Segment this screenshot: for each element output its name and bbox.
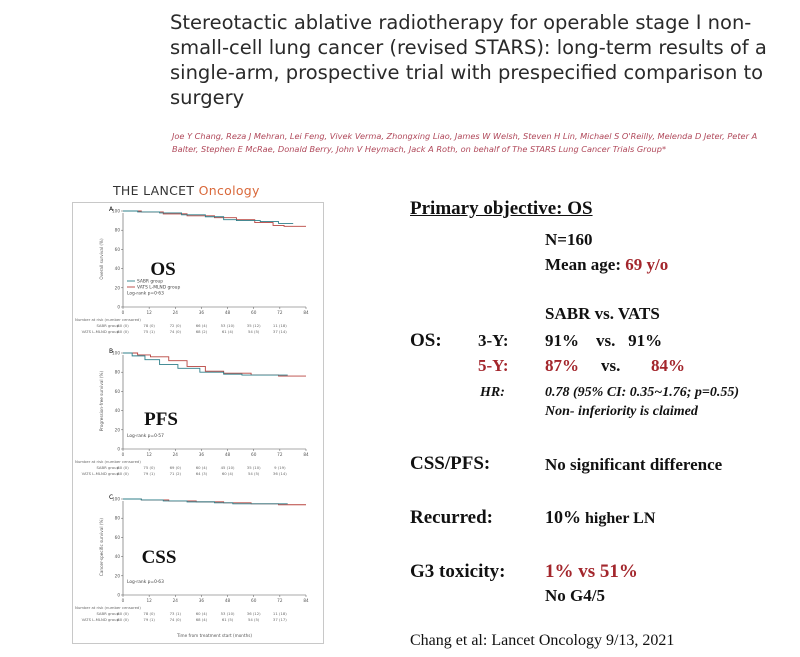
panel-letter-C: C — [109, 494, 114, 501]
risk-cell: 36 (14) — [272, 471, 287, 476]
y-tick-label: 0 — [117, 304, 120, 310]
risk-cell: 78 (0) — [143, 611, 155, 616]
risk-cell: 53 (10) — [220, 611, 235, 616]
risk-cell: 61 (5) — [221, 617, 234, 622]
risk-cell: 80 (0) — [117, 617, 129, 622]
risk-cell: 36 (12) — [246, 611, 261, 616]
p-value: Log-rank p=0·63 — [127, 580, 164, 585]
risk-cell: 54 (5) — [248, 617, 260, 622]
x-tick-label: 24 — [172, 598, 178, 603]
x-tick-label: 36 — [198, 598, 205, 603]
hr-value: 0.78 (95% CI: 0.35~1.76; p=0.55) — [545, 385, 740, 400]
css-pfs-label: CSS/PFS: — [410, 453, 491, 474]
mean-age-label: Mean age: — [545, 255, 626, 274]
x-tick-label: 0 — [121, 598, 125, 603]
toxicity-label: G3 toxicity: — [410, 561, 506, 582]
x-tick-label: 72 — [277, 310, 283, 315]
y-axis-label: Overall survival (%) — [99, 238, 104, 280]
hr-label: HR: — [480, 385, 505, 400]
risk-cell: 61 (4) — [221, 329, 234, 334]
y-tick-label: 100 — [112, 350, 120, 356]
risk-cell: 54 (5) — [248, 329, 260, 334]
risk-cell: 79 (1) — [143, 617, 155, 622]
risk-row-name: VATS L-MLND group — [81, 617, 119, 622]
citation: Chang et al: Lancet Oncology 9/13, 2021 — [410, 632, 675, 649]
panel-letter-A: A — [109, 206, 114, 213]
x-tick-label: 12 — [146, 598, 152, 603]
risk-cell: 45 (10) — [220, 465, 235, 470]
toxicity-note: No G4/5 — [545, 586, 605, 605]
x-tick-label: 60 — [251, 310, 257, 315]
y-tick-label: 40 — [114, 266, 120, 272]
x-tick-label: 60 — [251, 598, 257, 603]
y-tick-label: 80 — [114, 369, 120, 375]
toxicity-value: 1% vs 51% — [545, 561, 638, 582]
risk-table-title: Number at risk (number censored) — [75, 317, 141, 322]
legend-sabr: SABR group — [137, 279, 164, 285]
risk-table-title: Number at risk (number censored) — [75, 605, 141, 610]
risk-cell: 35 (10) — [246, 465, 261, 470]
recurred-value — [545, 507, 655, 528]
y-tick-label: 40 — [114, 408, 120, 414]
y-tick-label: 60 — [114, 246, 120, 252]
x-tick-label: 48 — [224, 598, 231, 603]
journal-subtitle: Oncology — [198, 183, 260, 198]
y-tick-label: 0 — [117, 446, 120, 452]
x-tick-label: 48 — [224, 310, 231, 315]
y-tick-label: 100 — [112, 208, 120, 214]
recurred-text: higher LN — [581, 510, 656, 527]
sabr-curve — [123, 353, 288, 375]
risk-cell: 54 (5) — [248, 471, 260, 476]
risk-table-title: Number at risk (number censored) — [75, 459, 141, 464]
x-tick-label: 0 — [121, 310, 125, 315]
risk-cell: 60 (4) — [221, 471, 234, 476]
mean-age-value: 69 y/o — [625, 255, 669, 274]
panel-letter-B: B — [109, 348, 114, 355]
risk-cell: 80 (0) — [117, 611, 129, 616]
risk-cell: 72 (0) — [169, 323, 181, 328]
comparison-header: SABR vs. VATS — [545, 304, 660, 323]
risk-cell: 73 (1) — [169, 611, 181, 616]
y-tick-label: 100 — [112, 496, 120, 502]
risk-cell: 60 (4) — [195, 611, 208, 616]
x-tick-label: 72 — [277, 452, 283, 457]
y-tick-label: 60 — [114, 388, 120, 394]
risk-cell: 66 (4) — [195, 323, 208, 328]
author-list: Joe Y Chang, Reza J Mehran, Lei Feng, Vivek Verma, Zhongxing Liao, James W Welsh, Steven H Lin, Michael S O'Reilly, Melenda D Jeter, Peter A Balter, Stephen E McRae, Donald Berry, John V Heymach, Jack A Roth, on behalf of The STARS Lung Cancer Trials Group* — [172, 131, 758, 154]
risk-cell: 78 (0) — [143, 323, 155, 328]
x-tick-label: 12 — [146, 452, 152, 457]
risk-row-name: VATS L-MLND group — [81, 471, 119, 476]
five-year-vats: 84% — [651, 356, 685, 375]
risk-cell: 80 (0) — [117, 323, 129, 328]
mean-age — [545, 255, 668, 275]
risk-cell: 53 (10) — [220, 323, 235, 328]
journal-logo — [113, 183, 260, 198]
vats-curve — [123, 211, 306, 226]
risk-cell: 60 (4) — [195, 465, 208, 470]
y-tick-label: 20 — [114, 573, 120, 579]
noninferiority-note: Non- inferiority is claimed — [545, 404, 698, 419]
five-year-label: 5-Y: — [478, 356, 509, 375]
risk-cell: 11 (18) — [272, 323, 287, 328]
y-axis-label: Progression-free survival (%) — [99, 370, 104, 432]
x-axis-label: Time from treatment start (months) — [176, 633, 253, 638]
x-tick-label: 72 — [277, 598, 283, 603]
panel-big-label-PFS: PFS — [144, 409, 178, 430]
journal-name: THE LANCET — [113, 183, 195, 198]
risk-cell: 74 (0) — [169, 617, 181, 622]
y-tick-label: 0 — [117, 592, 120, 598]
risk-cell: 37 (17) — [272, 617, 287, 622]
sabr-curve — [123, 499, 288, 504]
recurred-label: Recurred: — [410, 507, 494, 528]
risk-row-name: VATS L-MLND group — [81, 329, 119, 334]
panel-big-label-CSS: CSS — [141, 547, 177, 568]
kaplan-meier-figure — [72, 202, 324, 644]
y-tick-label: 60 — [114, 534, 120, 540]
risk-cell: 9 (19) — [274, 465, 286, 470]
three-year-values: 91% vs. 91% — [545, 331, 663, 350]
risk-cell: 68 (4) — [195, 617, 208, 622]
x-tick-label: 36 — [198, 310, 205, 315]
y-tick-label: 80 — [114, 227, 120, 233]
risk-cell: 68 (2) — [195, 329, 208, 334]
y-axis-label: Cancer-specific survival (%) — [99, 517, 104, 577]
x-tick-label: 24 — [172, 310, 178, 315]
risk-cell: 37 (14) — [272, 329, 287, 334]
x-tick-label: 24 — [172, 452, 178, 457]
paper-title: Stereotactic ablative radiotherapy for operable stage I non-small-cell lung cancer (revised STARS): long-term results of a single-arm, prospective trial with prespecified comparison to surgery — [170, 11, 767, 109]
x-tick-label: 84 — [303, 310, 309, 315]
x-tick-label: 84 — [303, 598, 309, 603]
sample-size: N=160 — [545, 230, 593, 249]
risk-row-name: SABR group — [96, 611, 119, 616]
x-tick-label: 60 — [251, 452, 257, 457]
risk-cell: 64 (3) — [195, 471, 208, 476]
y-tick-label: 20 — [114, 285, 120, 291]
y-tick-label: 80 — [114, 515, 120, 521]
css-pfs-value: No significant difference — [545, 455, 723, 474]
risk-row-name: SABR group — [96, 323, 119, 328]
x-tick-label: 48 — [224, 452, 231, 457]
risk-cell: 11 (18) — [272, 611, 287, 616]
risk-cell: 80 (0) — [117, 471, 129, 476]
risk-cell: 69 (0) — [169, 465, 181, 470]
risk-cell: 71 (2) — [169, 471, 181, 476]
x-tick-label: 12 — [146, 310, 152, 315]
risk-cell: 35 (12) — [246, 323, 261, 328]
y-tick-label: 20 — [114, 427, 120, 433]
risk-cell: 75 (0) — [143, 465, 155, 470]
risk-cell: 80 (0) — [117, 329, 129, 334]
risk-cell: 79 (1) — [143, 471, 155, 476]
p-value: Log-rank p=0·57 — [127, 434, 164, 439]
y-tick-label: 40 — [114, 554, 120, 560]
x-tick-label: 36 — [198, 452, 205, 457]
risk-cell: 75 (1) — [143, 329, 155, 334]
risk-row-name: SABR group — [96, 465, 119, 470]
primary-objective: Primary objective: OS — [410, 198, 593, 219]
five-year-vs: vs. — [601, 356, 621, 375]
sabr-curve — [123, 211, 293, 223]
three-year-label: 3-Y: — [478, 331, 509, 350]
panel-big-label-OS: OS — [150, 259, 176, 280]
legend-vats: VATS L-MLND group — [137, 285, 181, 291]
five-year-sabr: 87% — [545, 356, 579, 375]
km-curves-svg — [73, 203, 323, 643]
os-label: OS: — [410, 330, 442, 351]
risk-cell: 80 (0) — [117, 465, 129, 470]
recurred-percent: 10% — [545, 507, 581, 527]
p-value: Log-rank p=0·63 — [127, 291, 164, 297]
x-tick-label: 84 — [303, 452, 309, 457]
risk-cell: 74 (0) — [169, 329, 181, 334]
x-tick-label: 0 — [121, 452, 125, 457]
